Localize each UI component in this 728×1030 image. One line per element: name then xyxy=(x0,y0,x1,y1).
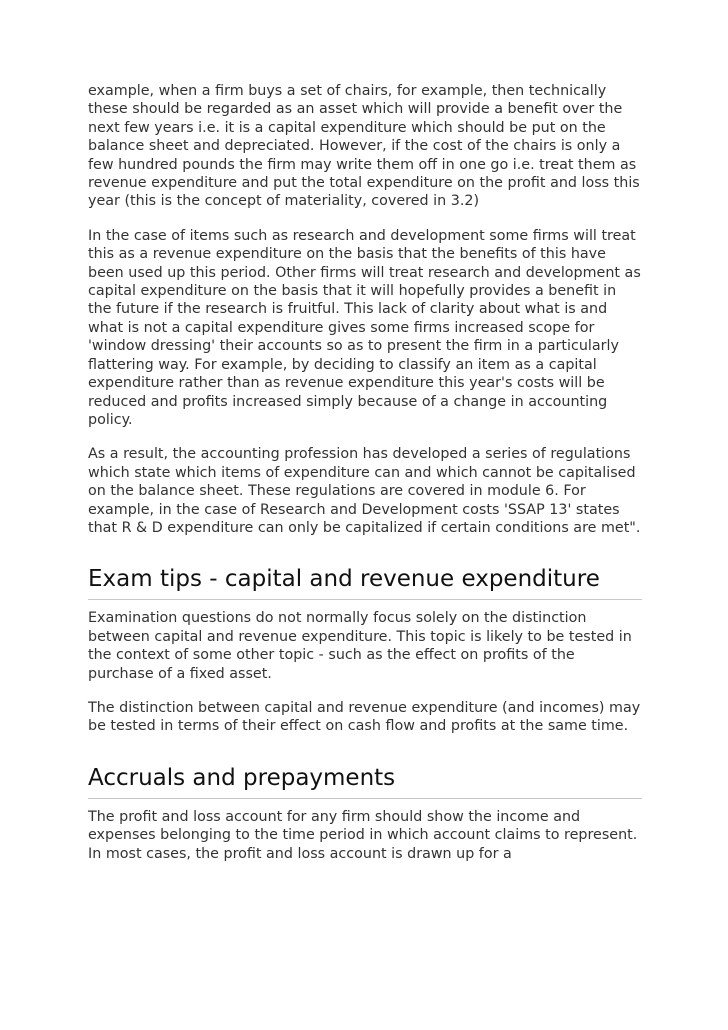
paragraph-research-development: In the case of items such as research and development some firms will treat this as a revenue expenditure on the basis that the benefits of this have been used up this period. Other firms will treat research and development as capital expenditure on the basis that it will hopefully provides a benefit in the future if the research is fruitful. This lack of clarity about what is and what is not a capital expenditure gives some firms increased scope for 'window dressing' their accounts so as to present the firm in a particularly flattering way. For example, by deciding to classify an item as a capital expenditure rather than as revenue expenditure this year's costs will be reduced and profits increased simply because of a change in accounting policy. xyxy=(88,227,641,428)
paragraph-distinction: The distinction between capital and revenue expenditure (and incomes) may be tested in terms of their effect on cash flow and profits at the same time. xyxy=(88,699,641,735)
document-page xyxy=(88,82,642,863)
paragraph-materiality: example, when a firm buys a set of chairs, for example, then technically these should be regarded as an asset which will provide a benefit over the next few years i.e. it is a capital expenditure which should be put on the balance sheet and depreciated. However, if the cost of the chairs is only a few hundred pounds the firm may write them off in one go i.e. treat them as revenue expenditure and put the total expenditure on the profit and loss this year (this is the concept of materiality, covered in 3.2) xyxy=(88,83,640,210)
heading-accruals: Accruals and prepayments xyxy=(88,764,642,799)
paragraph-regulations: As a result, the accounting profession has developed a series of regulations which state which items of expenditure can and which cannot be capitalised on the balance sheet. These regulations are covered in module 6. For example, in the case of Research and Development costs 'SSAP 13' states that R & D expenditure can only be capitalized if certain conditions are met". xyxy=(88,446,641,536)
paragraph-exam-questions: Examination questions do not normally focus solely on the distinction between capital and revenue expenditure. This topic is likely to be tested in the context of some other topic - such as the effect on profits of the purchase of a fixed asset. xyxy=(88,610,632,682)
paragraph-profit-loss: The profit and loss account for any firm should show the income and expenses belonging to the time period in which account claims to represent. In most cases, the profit and loss account is drawn up for a xyxy=(88,808,638,862)
heading-exam-tips: Exam tips - capital and revenue expenditure xyxy=(88,565,642,600)
